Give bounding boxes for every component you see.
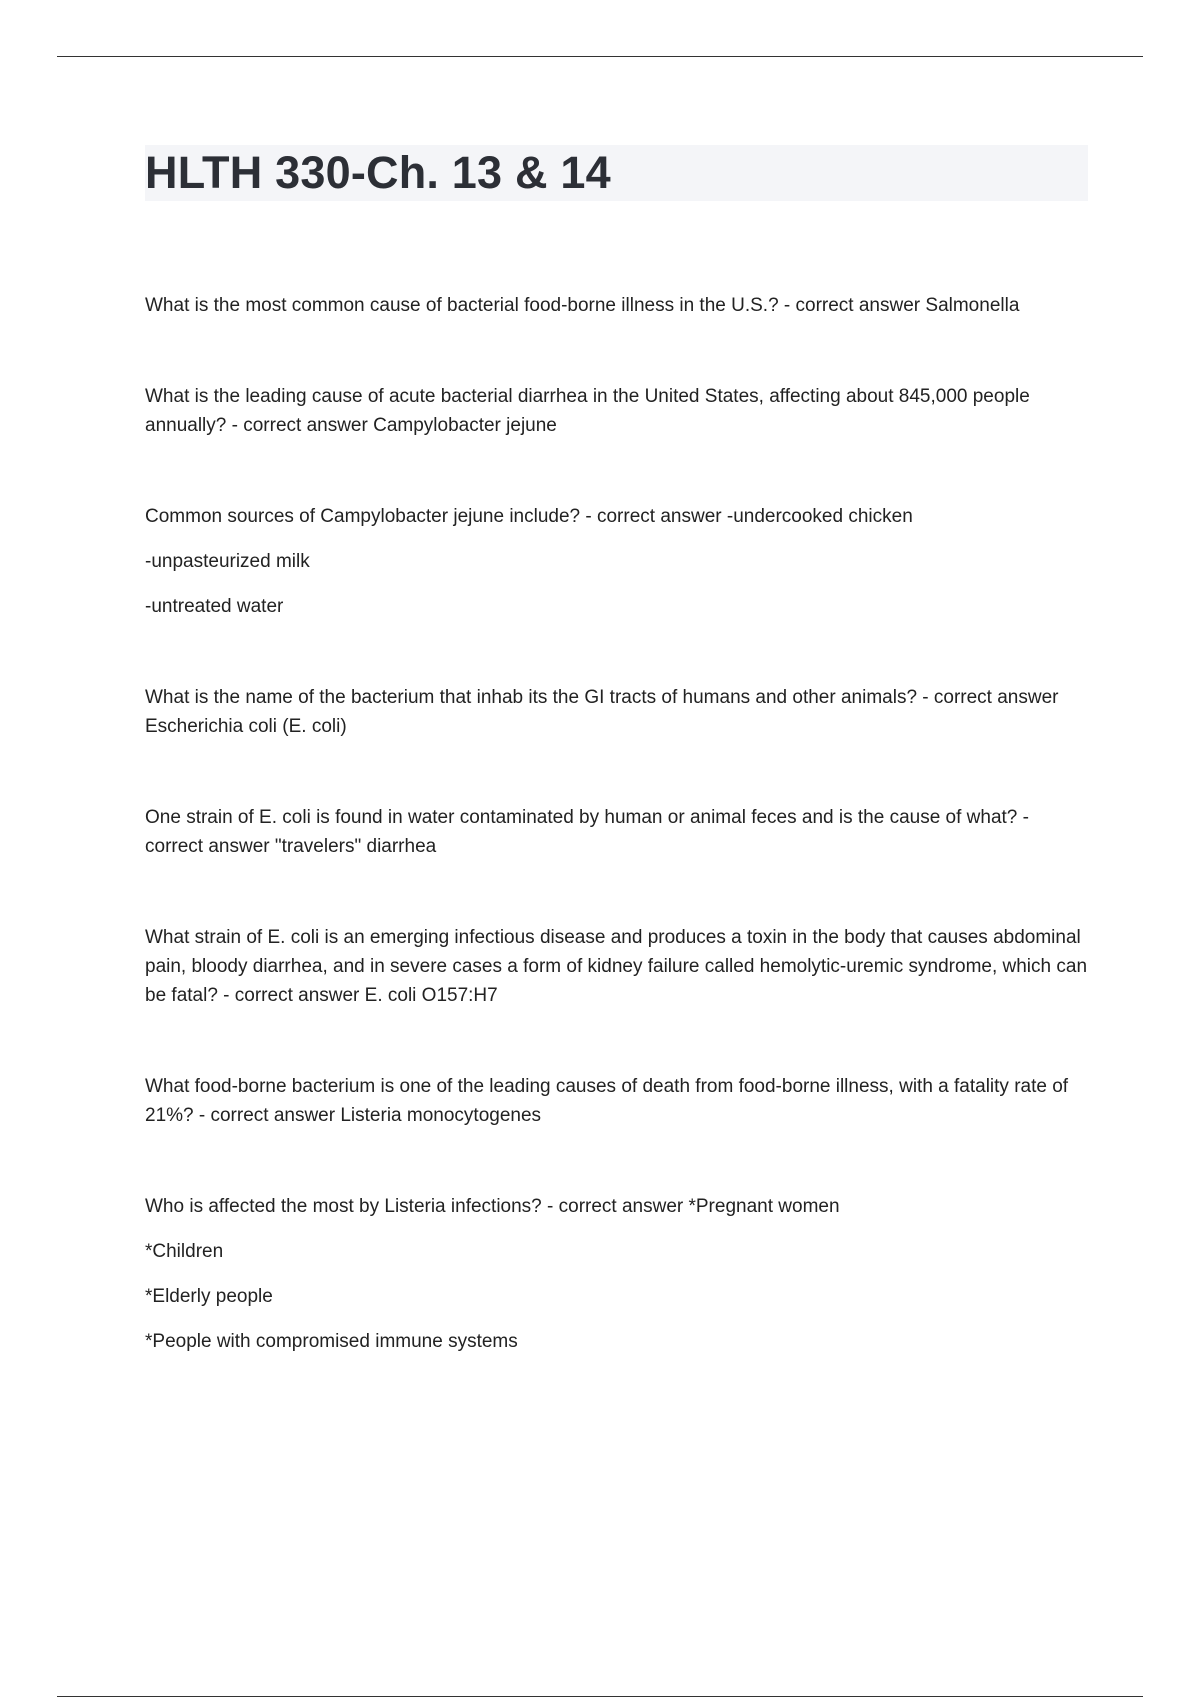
qa-item	[145, 1072, 1090, 1130]
qa-list	[145, 291, 1090, 1418]
qa-answer-line: *Elderly people	[145, 1286, 273, 1307]
qa-question: What is the leading cause of acute bacterial diarrhea in the United States, affecting about 845,000 people annually? - correct answer Campylobacter jejune	[145, 386, 1030, 436]
qa-item	[145, 683, 1090, 741]
qa-answer-line: *Children	[145, 1241, 224, 1262]
qa-answer-line: -untreated water	[145, 596, 284, 617]
qa-question: What is the most common cause of bacterial food-borne illness in the U.S.? - correct answer Salmonella	[145, 295, 1020, 316]
qa-question: Who is affected the most by Listeria infections? - correct answer *Pregnant women	[145, 1196, 840, 1217]
qa-item	[145, 1192, 1090, 1356]
qa-question: What is the name of the bacterium that inhab its the GI tracts of humans and other animals? - correct answer Escherichia coli (E. coli)	[145, 687, 1059, 737]
qa-answer-line: -unpasteurized milk	[145, 551, 310, 572]
qa-item	[145, 382, 1090, 440]
qa-item	[145, 291, 1090, 320]
qa-question: Common sources of Campylobacter jejune include? - correct answer -undercooked chicken	[145, 506, 913, 527]
qa-question: What food-borne bacterium is one of the leading causes of death from food-borne illness, with a fatality rate of 21%? - correct answer Listeria monocytogenes	[145, 1076, 1069, 1126]
top-rule	[57, 56, 1143, 57]
qa-question: One strain of E. coli is found in water contaminated by human or animal feces and is the cause of what? - correct answer "travelers" diarrhea	[145, 807, 1029, 857]
bottom-rule	[57, 1696, 1143, 1697]
page-title: HLTH 330-Ch. 13 & 14	[145, 147, 611, 198]
qa-item	[145, 803, 1090, 861]
qa-item	[145, 502, 1090, 621]
qa-answer-line: *People with compromised immune systems	[145, 1331, 518, 1352]
qa-item	[145, 923, 1090, 1010]
qa-question: What strain of E. coli is an emerging infectious disease and produces a toxin in the body that causes abdominal pain, bloody diarrhea, and in severe cases a form of kidney failure called hemolytic-uremic syndrome, which can be fatal? - correct answer E. coli O157:H7	[145, 927, 1088, 1006]
